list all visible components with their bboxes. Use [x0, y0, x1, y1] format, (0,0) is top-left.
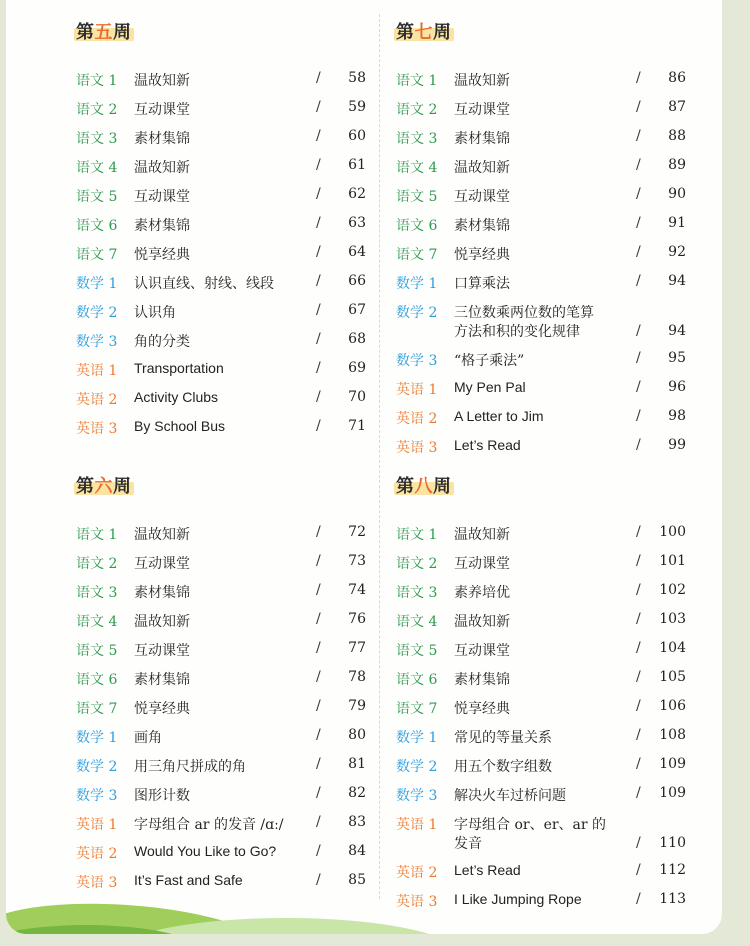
- week-title-prefix: 第: [76, 22, 95, 43]
- page-separator: /: [636, 70, 641, 86]
- entry-title: 素材集锦: [454, 131, 510, 147]
- subject-label: 数学 1: [76, 276, 118, 292]
- page-separator: /: [316, 157, 321, 173]
- page-separator: /: [636, 835, 641, 851]
- entry-title: A Letter to Jim: [454, 408, 544, 424]
- page-number: 76: [348, 611, 366, 627]
- entry-title: 悦享经典: [454, 701, 510, 717]
- page-number: 110: [659, 835, 686, 851]
- subject-label: 英语 2: [396, 411, 438, 427]
- entry-title: 素材集锦: [134, 672, 190, 688]
- page-number: 81: [348, 756, 366, 772]
- page-separator: /: [636, 785, 641, 801]
- week-title-prefix: 第: [76, 476, 95, 497]
- subject-label: 英语 2: [76, 392, 118, 408]
- subject-label: 语文 4: [76, 160, 118, 176]
- page-number: 72: [348, 524, 366, 540]
- subject-label: 语文 2: [396, 102, 438, 118]
- entry-title: Let’s Read: [454, 437, 521, 453]
- entry-title: 温故知新: [454, 614, 510, 630]
- subject-label: 语文 2: [76, 102, 118, 118]
- entry-title: 温故知新: [454, 527, 510, 543]
- subject-label: 语文 2: [76, 556, 118, 572]
- page-number: 108: [659, 727, 686, 743]
- subject-label: 语文 5: [396, 643, 438, 659]
- page-separator: /: [636, 186, 641, 202]
- subject-label: 语文 1: [396, 73, 438, 89]
- page-separator: /: [316, 640, 321, 656]
- subject-label: 数学 1: [396, 730, 438, 746]
- subject-label: 英语 2: [76, 846, 118, 862]
- page-separator: /: [316, 611, 321, 627]
- entry-title: 素材集锦: [454, 672, 510, 688]
- page-separator: /: [316, 418, 321, 434]
- page-separator: /: [316, 756, 321, 772]
- page-separator: /: [316, 727, 321, 743]
- page-number: 85: [348, 872, 366, 888]
- entry-title: 素养培优: [454, 585, 510, 601]
- subject-label: 语文 6: [396, 218, 438, 234]
- page-number: 104: [659, 640, 686, 656]
- entry-title: 悦享经典: [134, 247, 190, 263]
- page-separator: /: [316, 244, 321, 260]
- page-number: 98: [668, 408, 686, 424]
- subject-label: 语文 5: [396, 189, 438, 205]
- page-separator: /: [636, 408, 641, 424]
- week-title-number: 五: [94, 22, 113, 43]
- subject-label: 英语 2: [396, 865, 438, 881]
- week-title-prefix: 第: [396, 476, 415, 497]
- page-number: 73: [348, 553, 366, 569]
- page-separator: /: [636, 323, 641, 339]
- week-title-suffix: 周: [433, 22, 452, 43]
- entry-title: Transportation: [134, 360, 224, 376]
- subject-label: 数学 3: [396, 788, 438, 804]
- page-number: 80: [348, 727, 366, 743]
- page-number: 58: [348, 70, 366, 86]
- page-separator: /: [316, 331, 321, 347]
- entry-title: 三位数乘两位数的笔算: [454, 305, 594, 321]
- subject-label: 语文 2: [396, 556, 438, 572]
- page-separator: /: [636, 215, 641, 231]
- page-number: 100: [659, 524, 686, 540]
- subject-label: 语文 3: [76, 131, 118, 147]
- page-number: 79: [348, 698, 366, 714]
- subject-label: 语文 4: [76, 614, 118, 630]
- page-separator: /: [316, 785, 321, 801]
- page-separator: /: [636, 157, 641, 173]
- page-separator: /: [316, 99, 321, 115]
- subject-label: 语文 1: [396, 527, 438, 543]
- page-number: 71: [348, 418, 366, 434]
- page-separator: /: [636, 611, 641, 627]
- page-separator: /: [316, 360, 321, 376]
- subject-label: 语文 1: [76, 73, 118, 89]
- page-number: 59: [348, 99, 366, 115]
- page-separator: /: [636, 379, 641, 395]
- entry-title: Would You Like to Go?: [134, 843, 277, 859]
- page-separator: /: [636, 727, 641, 743]
- subject-label: 语文 5: [76, 643, 118, 659]
- page-separator: /: [636, 273, 641, 289]
- page-number: 63: [348, 215, 366, 231]
- entry-title: 字母组合 ar 的发音 /ɑː/: [134, 817, 284, 833]
- subject-label: 语文 3: [396, 131, 438, 147]
- entry-title: 图形计数: [134, 788, 190, 804]
- page-separator: /: [636, 862, 641, 878]
- entry-title: 温故知新: [134, 614, 190, 630]
- subject-label: 数学 2: [396, 305, 438, 321]
- column-divider: [379, 14, 380, 899]
- page-separator: /: [316, 273, 321, 289]
- page-number: 113: [659, 891, 686, 907]
- page-number: 70: [348, 389, 366, 405]
- page-separator: /: [316, 302, 321, 318]
- page-separator: /: [316, 553, 321, 569]
- page-separator: /: [316, 872, 321, 888]
- page-number: 92: [668, 244, 686, 260]
- subject-label: 语文 3: [76, 585, 118, 601]
- page-separator: /: [636, 756, 641, 772]
- subject-label: 英语 1: [76, 817, 118, 833]
- subject-label: 语文 7: [76, 247, 118, 263]
- page-separator: /: [636, 99, 641, 115]
- week-title-suffix: 周: [113, 22, 132, 43]
- page-number: 67: [348, 302, 366, 318]
- page-separator: /: [316, 814, 321, 830]
- page-separator: /: [636, 698, 641, 714]
- entry-title: 互动课堂: [134, 556, 190, 572]
- page-number: 89: [668, 157, 686, 173]
- subject-label: 语文 6: [76, 672, 118, 688]
- week-title-number: 八: [414, 476, 433, 497]
- page-number: 60: [348, 128, 366, 144]
- contents-page: [6, 0, 722, 934]
- entry-title: 温故知新: [134, 73, 190, 89]
- entry-title: 用五个数字组数: [454, 759, 552, 775]
- subject-label: 英语 3: [76, 421, 118, 437]
- page-number: 99: [668, 437, 686, 453]
- page-separator: /: [636, 350, 641, 366]
- page-number: 90: [668, 186, 686, 202]
- page-number: 94: [668, 323, 686, 339]
- page-number: 82: [348, 785, 366, 801]
- entry-title: 温故知新: [454, 73, 510, 89]
- page-number: 103: [659, 611, 686, 627]
- week-title-number: 七: [414, 22, 433, 43]
- entry-title: 悦享经典: [134, 701, 190, 717]
- page-separator: /: [636, 128, 641, 144]
- subject-label: 语文 1: [76, 527, 118, 543]
- entry-title: 素材集锦: [454, 218, 510, 234]
- page-number: 78: [348, 669, 366, 685]
- entry-title: By School Bus: [134, 418, 226, 434]
- page-separator: /: [636, 524, 641, 540]
- page-separator: /: [316, 582, 321, 598]
- subject-label: 英语 3: [76, 875, 118, 891]
- page-number: 105: [659, 669, 686, 685]
- entry-title-line2: 发音: [454, 836, 482, 852]
- page-separator: /: [316, 524, 321, 540]
- page-separator: /: [636, 582, 641, 598]
- page-number: 109: [659, 756, 686, 772]
- page-number: 86: [668, 70, 686, 86]
- page-separator: /: [316, 128, 321, 144]
- week-title: [396, 18, 452, 44]
- page-separator: /: [636, 553, 641, 569]
- subject-label: 语文 7: [396, 701, 438, 717]
- week-title-number: 六: [94, 476, 113, 497]
- week-title: [76, 18, 132, 44]
- entry-title: 互动课堂: [454, 102, 510, 118]
- page-number: 96: [668, 379, 686, 395]
- entry-title: 认识角: [134, 305, 176, 321]
- entry-title: 常见的等量关系: [454, 730, 552, 746]
- subject-label: 语文 7: [76, 701, 118, 717]
- entry-title: 素材集锦: [134, 218, 190, 234]
- subject-label: 语文 6: [76, 218, 118, 234]
- subject-label: 英语 1: [396, 382, 438, 398]
- page-separator: /: [316, 215, 321, 231]
- entry-title: 字母组合 or、er、ar 的: [454, 817, 607, 833]
- page-number: 91: [668, 215, 686, 231]
- entry-title: 悦享经典: [454, 247, 510, 263]
- entry-title: I Like Jumping Rope: [454, 891, 582, 907]
- entry-title: 素材集锦: [134, 131, 190, 147]
- page-number: 102: [659, 582, 686, 598]
- page-separator: /: [316, 669, 321, 685]
- subject-label: 数学 2: [76, 305, 118, 321]
- entry-title: 互动课堂: [454, 556, 510, 572]
- entry-title: 互动课堂: [134, 189, 190, 205]
- subject-label: 数学 2: [76, 759, 118, 775]
- subject-label: 数学 1: [76, 730, 118, 746]
- entry-title: 温故知新: [454, 160, 510, 176]
- subject-label: 数学 2: [396, 759, 438, 775]
- page-number: 68: [348, 331, 366, 347]
- entry-title: Let’s Read: [454, 862, 521, 878]
- page-number: 95: [668, 350, 686, 366]
- entry-title: 口算乘法: [454, 276, 510, 292]
- entry-title: 用三角尺拼成的角: [134, 759, 246, 775]
- page-number: 112: [659, 862, 686, 878]
- entry-title: 互动课堂: [134, 643, 190, 659]
- entry-title: 温故知新: [134, 160, 190, 176]
- entry-title: 互动课堂: [134, 102, 190, 118]
- page-separator: /: [636, 437, 641, 453]
- subject-label: 数学 1: [396, 276, 438, 292]
- entry-title: “格子乘法”: [454, 353, 525, 369]
- week-title-suffix: 周: [113, 476, 132, 497]
- subject-label: 语文 5: [76, 189, 118, 205]
- subject-label: 英语 3: [396, 440, 438, 456]
- week-title: [396, 472, 452, 498]
- page-number: 64: [348, 244, 366, 260]
- subject-label: 语文 7: [396, 247, 438, 263]
- page-separator: /: [316, 70, 321, 86]
- entry-title: 素材集锦: [134, 585, 190, 601]
- page-number: 84: [348, 843, 366, 859]
- page-number: 101: [659, 553, 686, 569]
- subject-label: 语文 4: [396, 614, 438, 630]
- entry-title: 温故知新: [134, 527, 190, 543]
- entry-title: 认识直线、射线、线段: [134, 276, 274, 292]
- page-separator: /: [316, 389, 321, 405]
- subject-label: 英语 3: [396, 894, 438, 910]
- page-number: 74: [348, 582, 366, 598]
- page-number: 66: [348, 273, 366, 289]
- page-separator: /: [636, 244, 641, 260]
- page-number: 83: [348, 814, 366, 830]
- page-separator: /: [316, 843, 321, 859]
- week-title-prefix: 第: [396, 22, 415, 43]
- page-separator: /: [316, 186, 321, 202]
- page-number: 77: [348, 640, 366, 656]
- subject-label: 英语 1: [396, 817, 438, 833]
- entry-title: 角的分类: [134, 334, 190, 350]
- entry-title: 互动课堂: [454, 643, 510, 659]
- subject-label: 数学 3: [76, 788, 118, 804]
- page-number: 109: [659, 785, 686, 801]
- page-number: 61: [348, 157, 366, 173]
- subject-label: 语文 6: [396, 672, 438, 688]
- entry-title: My Pen Pal: [454, 379, 526, 395]
- page-number: 87: [668, 99, 686, 115]
- entry-title: 画角: [134, 730, 162, 746]
- subject-label: 语文 3: [396, 585, 438, 601]
- week-title-suffix: 周: [433, 476, 452, 497]
- subject-label: 语文 4: [396, 160, 438, 176]
- entry-title: Activity Clubs: [134, 389, 219, 405]
- page-number: 106: [659, 698, 686, 714]
- entry-title: 解决火车过桥问题: [454, 788, 566, 804]
- entry-title: 互动课堂: [454, 189, 510, 205]
- page-number: 69: [348, 360, 366, 376]
- subject-label: 英语 1: [76, 363, 118, 379]
- page-separator: /: [636, 891, 641, 907]
- page-number: 62: [348, 186, 366, 202]
- page-separator: /: [636, 669, 641, 685]
- entry-title-line2: 方法和积的变化规律: [454, 324, 580, 340]
- page-separator: /: [636, 640, 641, 656]
- page-separator: /: [316, 698, 321, 714]
- page-number: 94: [668, 273, 686, 289]
- week-title: [76, 472, 132, 498]
- subject-label: 数学 3: [396, 353, 438, 369]
- subject-label: 数学 3: [76, 334, 118, 350]
- entry-title: It’s Fast and Safe: [134, 872, 243, 888]
- page-number: 88: [668, 128, 686, 144]
